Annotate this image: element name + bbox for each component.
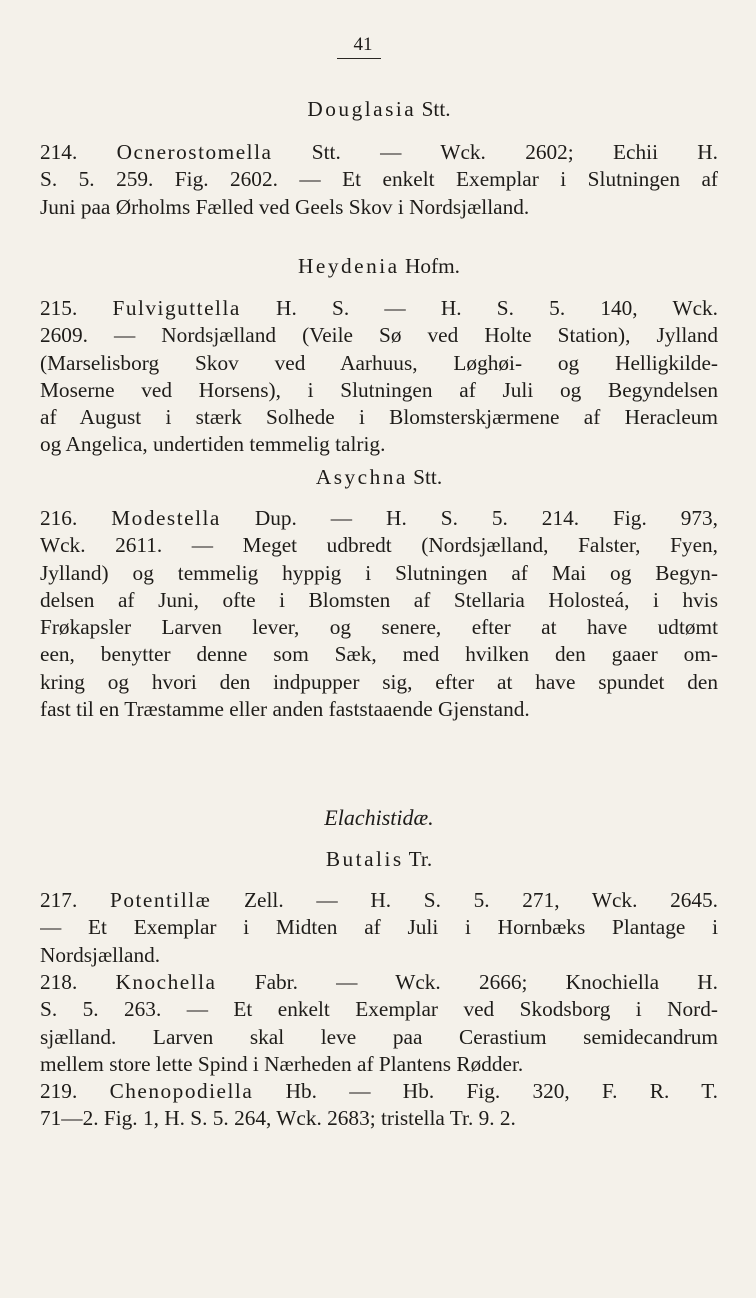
text-line: 216. Modestella Dup. — H. S. 5. 214. Fig. 973, <box>40 506 718 530</box>
text-line: 71—2. Fig. 1, H. S. 5. 264, Wck. 2683; tristella Tr. 9. 2. <box>40 1106 516 1131</box>
text-line: kring og hvori den indpupper sig, efter at have spundet den <box>40 669 718 694</box>
text-line: 217. Potentillæ Zell. — H. S. 5. 271, Wck. 2645. <box>40 888 718 912</box>
text-line: Nordsjælland. <box>40 942 161 967</box>
text-line: (Marselisborg Skov ved Aarhuus, Løghøi- og Helligkilde- <box>40 350 718 375</box>
genus-name: Butalis <box>325 847 404 871</box>
text-line: sjælland. Larven skal leve paa Cerastium semidecandrum <box>40 1024 718 1049</box>
genus-heading-heydenia <box>40 253 718 280</box>
text-line: Juni paa Ørholms Fælled ved Geels Skov i Nordsjælland. <box>40 194 530 219</box>
text-line: S. 5. 263. — Et enkelt Exemplar ved Skodsborg i Nord- <box>40 997 718 1022</box>
text-line: 214. Ocnerostomella Stt. — Wck. 2602; Echii H. <box>40 140 718 164</box>
text-line: 218. Knochella Fabr. — Wck. 2666; Knochiella H. <box>40 970 718 994</box>
entry-217 <box>40 887 718 969</box>
genus-author: Hofm. <box>404 254 460 278</box>
genus-author: Stt. <box>413 465 443 489</box>
page-number: 41 <box>353 34 373 55</box>
genus-heading-asychna <box>40 464 718 491</box>
genus-name: Heydenia <box>298 254 400 278</box>
text-line: Jylland) og temmelig hyppig i Slutningen af Mai og Begyn- <box>40 560 718 585</box>
text-line: af August i stærk Solhede i Blomsterskjærmene af Heracleum <box>40 405 718 430</box>
text-line: Wck. 2611. — Meget udbredt (Nordsjælland, Falster, Fyen, <box>40 533 718 558</box>
family-heading: Elachistidæ. <box>324 805 434 830</box>
entry-215 <box>40 295 718 459</box>
genus-heading-douglasia <box>40 96 718 123</box>
page-number-rule <box>337 58 381 59</box>
entry-219 <box>40 1078 718 1133</box>
genus-heading-butalis <box>40 846 718 873</box>
genus-author: Stt. <box>421 97 451 121</box>
entry-216 <box>40 505 718 723</box>
text-line: 215. Fulviguttella H. S. — H. S. 5. 140, Wck. <box>40 296 718 320</box>
text-line: 219. Chenopodiella Hb. — Hb. Fig. 320, F. R. T. <box>40 1079 718 1103</box>
text-line: delsen af Juni, ofte i Blomsten af Stellaria Holosteá, i hvis <box>40 587 718 612</box>
text-line: Frøkapsler Larven lever, og senere, efter at have udtømt <box>40 615 718 640</box>
text-line: een, benytter denne som Sæk, med hvilken den gaaer om- <box>40 642 718 667</box>
genus-name: Asychna <box>315 465 408 489</box>
text-line: S. 5. 259. Fig. 2602. — Et enkelt Exemplar i Slutningen af <box>40 167 718 192</box>
entry-218 <box>40 969 718 1078</box>
text-line: fast til en Træstamme eller anden faststaaende Gjenstand. <box>40 697 530 722</box>
text-line: mellem store lette Spind i Nærheden af Plantens Rødder. <box>40 1051 524 1076</box>
genus-name: Douglasia <box>307 97 417 121</box>
text-line: — Et Exemplar i Midten af Juli i Hornbæks Plantage i <box>40 915 718 940</box>
text-line: 2609. — Nordsjælland (Veile Sø ved Holte Station), Jylland <box>40 323 718 348</box>
text-line: og Angelica, undertiden temmelig talrig. <box>40 432 386 457</box>
entry-214 <box>40 139 718 221</box>
genus-author: Tr. <box>408 847 433 871</box>
text-line: Moserne ved Horsens), i Slutningen af Juli og Begyndelsen <box>40 377 718 402</box>
